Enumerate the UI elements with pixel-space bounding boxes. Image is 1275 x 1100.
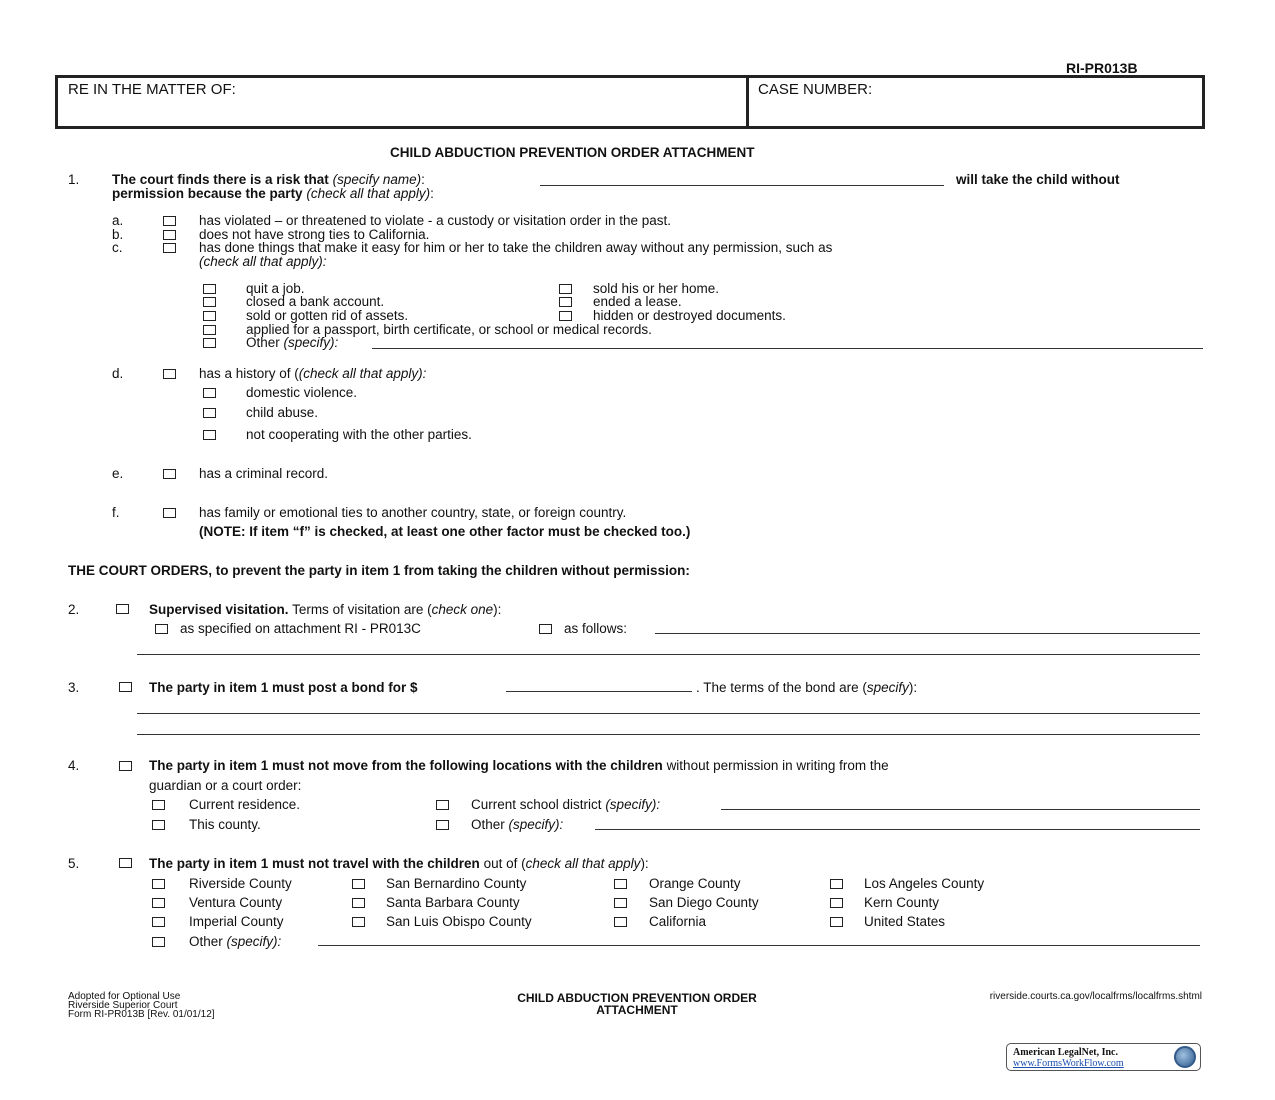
american-legalnet-logo[interactable]: [1006, 1043, 1201, 1071]
court-orders-heading: THE COURT ORDERS, to prevent the party in item 1 from taking the children without permission:: [68, 563, 690, 578]
item1-number: 1.: [68, 172, 80, 187]
item5-other-label: Other: [189, 934, 223, 949]
item1d-check-all: (check all that apply):: [298, 366, 427, 381]
item3-specify: specify: [866, 680, 909, 695]
header-divider: [746, 78, 749, 126]
item1f-text: has family or emotional ties to another country, state, or foreign country.: [199, 505, 627, 520]
item5-other-specify: (specify):: [226, 934, 282, 949]
item4-opt3-line[interactable]: [721, 809, 1200, 810]
item3-bold: The party in item 1 must post a bond for $: [149, 680, 418, 695]
item1c-checkbox[interactable]: [163, 243, 176, 253]
item5-santabarbara: Santa Barbara County: [386, 895, 520, 910]
item5-sanluisobispo-checkbox[interactable]: [352, 917, 365, 927]
item2-extra-line[interactable]: [137, 654, 1200, 655]
item4-opt4-specify: (specify):: [508, 817, 564, 832]
item3-bond-line[interactable]: [506, 691, 692, 692]
item3-text: . The terms of the bond are (: [696, 680, 867, 695]
item1-line1: [112, 173, 425, 187]
item4-opt3-specify: (specify):: [605, 797, 661, 812]
item1c-opt-other: [246, 336, 338, 350]
item4-opt3-checkbox[interactable]: [436, 800, 449, 810]
item5-california: California: [649, 914, 707, 929]
item5-sanbernardino-checkbox[interactable]: [352, 879, 365, 889]
item4-opt3-label: Current school district: [471, 797, 602, 812]
item5-sanluisobispo: San Luis Obispo County: [386, 914, 532, 929]
item4-opt4-checkbox[interactable]: [436, 820, 449, 830]
item1d-opt-dv: domestic violence.: [246, 385, 358, 400]
item3-checkbox[interactable]: [119, 682, 132, 692]
item1c-opt-passport-checkbox[interactable]: [203, 325, 216, 335]
item1f-note: (NOTE: If item “f” is checked, at least one other factor must be checked too.): [199, 524, 691, 539]
item1c-text: has done things that make it easy for him or her to take the children away without any permission, such as: [199, 240, 833, 255]
item1-check-all: (check all that apply): [306, 186, 431, 201]
item4-line: [149, 759, 889, 773]
item1c-opt-documents-checkbox[interactable]: [559, 311, 572, 321]
item1c-other-line[interactable]: [372, 348, 1203, 349]
item1d-text: has a history of: [199, 366, 291, 381]
form-title: CHILD ABDUCTION PREVENTION ORDER ATTACHMENT: [390, 145, 755, 160]
item4-number: 4.: [68, 758, 80, 773]
item5-riverside: Riverside County: [189, 876, 292, 891]
item5-imperial: Imperial County: [189, 914, 284, 929]
item5-line: [149, 857, 649, 871]
item1d-opt-abuse-checkbox[interactable]: [203, 408, 216, 418]
item4-opt2-checkbox[interactable]: [152, 820, 165, 830]
item4-opt4-line[interactable]: [595, 829, 1200, 830]
item5-unitedstates-checkbox[interactable]: [830, 917, 843, 927]
item5-check-all: check all that apply: [525, 856, 641, 871]
item2-bold: Supervised visitation.: [149, 602, 289, 617]
item5-sandiego-checkbox[interactable]: [614, 898, 627, 908]
item2-opt1: as specified on attachment RI - PR013C: [180, 621, 421, 636]
item1e-letter: e.: [112, 466, 124, 481]
item5-orange: Orange County: [649, 876, 741, 891]
footer-title1: CHILD ABDUCTION PREVENTION ORDER: [517, 991, 757, 1005]
item2-line: [149, 603, 501, 617]
item5-close: ):: [640, 856, 649, 871]
item1c-other-label: Other: [246, 335, 280, 350]
case-number-label: CASE NUMBER:: [758, 81, 873, 98]
logo-url[interactable]: www.FormsWorkFlow.com: [1013, 1058, 1124, 1069]
item1c-opt-assets-checkbox[interactable]: [203, 311, 216, 321]
globe-icon: [1174, 1046, 1196, 1068]
item1f-checkbox[interactable]: [163, 508, 176, 518]
item1-colon2: :: [430, 186, 434, 201]
item4-opt3: [471, 798, 660, 812]
item3-number: 3.: [68, 680, 80, 695]
item1c-other-specify: (specify):: [283, 335, 339, 350]
item1d-opt-coop: not cooperating with the other parties.: [246, 427, 472, 442]
item1c-opt-assets: sold or gotten rid of assets.: [246, 308, 409, 323]
item1b-letter: b.: [112, 227, 124, 242]
item5-losangeles-checkbox[interactable]: [830, 879, 843, 889]
item4-opt4-label: Other: [471, 817, 505, 832]
item1d-checkbox[interactable]: [163, 369, 176, 379]
item4-text2: guardian or a court order:: [149, 778, 302, 793]
item1d-opt-coop-checkbox[interactable]: [203, 430, 216, 440]
item1c-opt-quit: quit a job.: [246, 281, 305, 296]
item5-other-line[interactable]: [318, 945, 1200, 946]
item4-checkbox[interactable]: [119, 761, 132, 771]
item1c-text2: (check all that apply):: [199, 254, 327, 269]
item2-number: 2.: [68, 602, 80, 617]
item1-colon: :: [421, 172, 425, 187]
item1-line2: [112, 187, 434, 201]
item1a-letter: a.: [112, 213, 124, 228]
item2-follows-line[interactable]: [655, 633, 1200, 634]
item4-opt4: [471, 818, 563, 832]
item5-kern: Kern County: [864, 895, 940, 910]
item5-text: out of (: [483, 856, 526, 871]
item4-opt2: This county.: [189, 817, 261, 832]
item3-line: [696, 681, 917, 695]
item1c-opt-lease-checkbox[interactable]: [559, 297, 572, 307]
item5-kern-checkbox[interactable]: [830, 898, 843, 908]
item4-opt1-checkbox[interactable]: [152, 800, 165, 810]
item1-text-c: permission because the party: [112, 186, 303, 201]
item5-other-checkbox[interactable]: [152, 937, 165, 947]
item1c-opt-other-checkbox[interactable]: [203, 338, 216, 348]
item3-line2[interactable]: [137, 734, 1200, 735]
item3-line1[interactable]: [137, 713, 1200, 714]
item1c-opt-quit-checkbox[interactable]: [203, 284, 216, 294]
item1d-opt-abuse: child abuse.: [246, 405, 319, 420]
item1c-opt-bank: closed a bank account.: [246, 294, 385, 309]
item5-sandiego: San Diego County: [649, 895, 759, 910]
item1c-opt-passport: applied for a passport, birth certificate, or school or medical records.: [246, 322, 652, 337]
footer-url[interactable]: riverside.courts.ca.gov/localfrms/localfrms.shtml: [989, 991, 1202, 1002]
item1-name-line[interactable]: [540, 185, 944, 186]
item1-specify-name: (specify name): [332, 172, 422, 187]
item1c-opt-bank-checkbox[interactable]: [203, 297, 216, 307]
item1d-line: has a history of ((check all that apply):: [199, 366, 427, 381]
item2-checkbox[interactable]: [116, 604, 129, 614]
logo-company: American LegalNet, Inc.: [1013, 1047, 1118, 1058]
item5-ventura: Ventura County: [189, 895, 283, 910]
item1f-letter: f.: [112, 505, 120, 520]
footer-title2: ATTACHMENT: [596, 1003, 678, 1017]
item1e-text: has a criminal record.: [199, 466, 329, 481]
item1-text-b: will take the child without: [956, 172, 1120, 187]
item4-opt1: Current residence.: [189, 797, 301, 812]
item4-text: without permission in writing from the: [666, 758, 889, 773]
item2-close: ):: [493, 602, 502, 617]
item1c-opt-home: sold his or her home.: [593, 281, 720, 296]
item5-number: 5.: [68, 856, 80, 871]
item5-ventura-checkbox[interactable]: [152, 898, 165, 908]
item1c-opt-home-checkbox[interactable]: [559, 284, 572, 294]
footer-left3: Form RI-PR013B [Rev. 01/01/12]: [68, 1009, 215, 1020]
case-header-box: [55, 75, 1205, 129]
item2-opt2: as follows:: [564, 621, 628, 636]
item5-unitedstates: United States: [864, 914, 946, 929]
item1e-checkbox[interactable]: [163, 469, 176, 479]
item2-text: Terms of visitation are (: [292, 602, 432, 617]
item3-close: ):: [908, 680, 918, 695]
item5-imperial-checkbox[interactable]: [152, 917, 165, 927]
item5-losangeles: Los Angeles County: [864, 876, 985, 891]
item5-sanbernardino: San Bernardino County: [386, 876, 527, 891]
item1d-letter: d.: [112, 366, 124, 381]
item2-check-one: check one: [431, 602, 494, 617]
item1c-opt-documents: hidden or destroyed documents.: [593, 308, 786, 323]
item5-santabarbara-checkbox[interactable]: [352, 898, 365, 908]
item4-bold: The party in item 1 must not move from the following locations with the children: [149, 758, 663, 773]
form-id: RI-PR013B: [1066, 60, 1138, 76]
item1b-checkbox[interactable]: [163, 230, 176, 240]
item1c-opt-lease: ended a lease.: [593, 294, 682, 309]
item1d-opt-dv-checkbox[interactable]: [203, 388, 216, 398]
item2-opt2-checkbox[interactable]: [539, 624, 552, 634]
item1c-letter: c.: [112, 240, 123, 255]
item1a-text: has violated – or threatened to violate - a custody or visitation order in the past.: [199, 213, 672, 228]
item1a-checkbox[interactable]: [163, 216, 176, 226]
item5-riverside-checkbox[interactable]: [152, 879, 165, 889]
item1b-text: does not have strong ties to California.: [199, 227, 430, 242]
item1-text-a: The court finds there is a risk that: [112, 172, 329, 187]
item2-opt1-checkbox[interactable]: [155, 624, 168, 634]
item5-other: [189, 935, 281, 949]
item5-california-checkbox[interactable]: [614, 917, 627, 927]
item5-orange-checkbox[interactable]: [614, 879, 627, 889]
footer-left2: Riverside Superior Court: [68, 1000, 178, 1011]
item5-bold: The party in item 1 must not travel with the children: [149, 856, 480, 871]
footer-left1: Adopted for Optional Use: [68, 991, 181, 1002]
matter-label: RE IN THE MATTER OF:: [68, 81, 236, 98]
item5-checkbox[interactable]: [119, 858, 132, 868]
